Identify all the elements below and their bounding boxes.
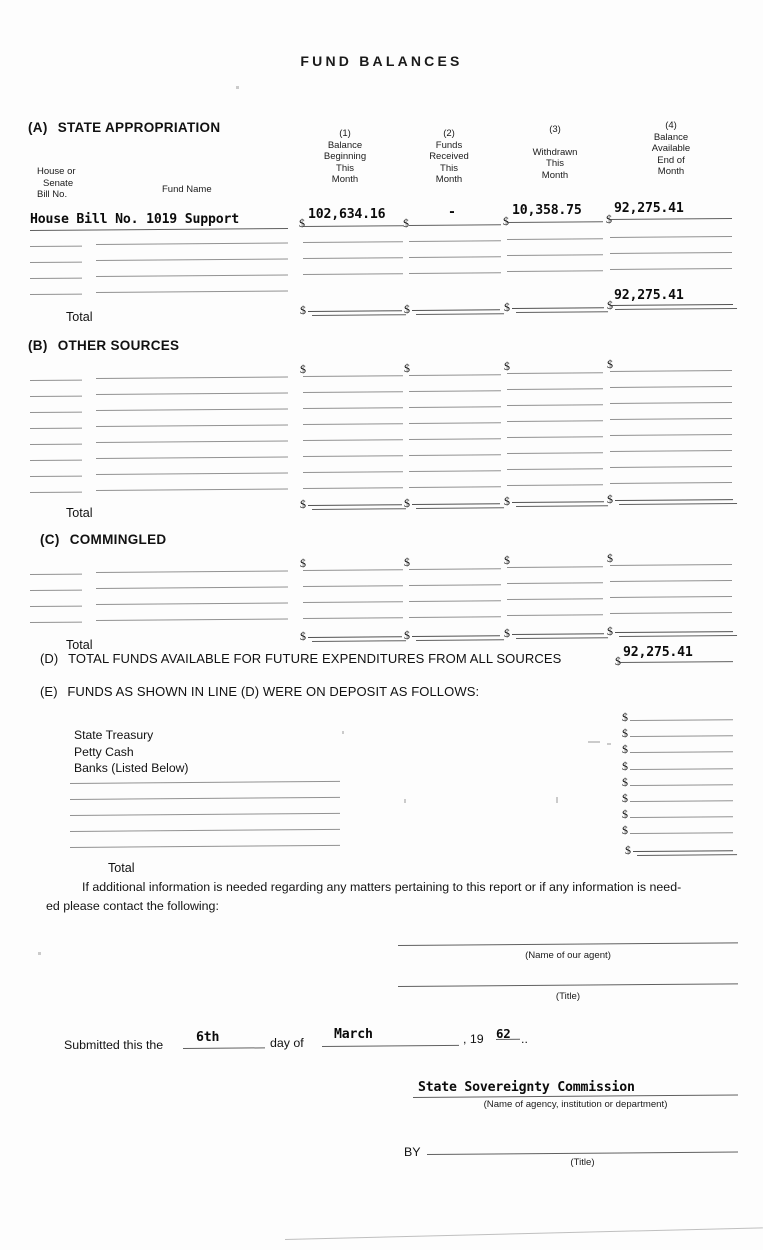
blank-row-rule	[507, 436, 603, 438]
day-rule[interactable]	[183, 1047, 265, 1049]
blank-row-rule	[409, 406, 501, 408]
dollar-sign: $	[404, 302, 410, 316]
dollar-sign: $	[300, 497, 306, 511]
dollar-sign: $	[504, 300, 510, 314]
blank-row-rule	[610, 252, 732, 254]
submitted-year-value: 62	[496, 1026, 511, 1041]
dollar-sign: $	[504, 494, 510, 508]
dollar-sign: $	[503, 214, 509, 228]
dollar-sign: $	[607, 551, 613, 565]
total-rule	[308, 310, 402, 312]
blank-row-rule	[30, 590, 82, 591]
row-rule	[30, 228, 288, 231]
blank-row-rule	[409, 272, 501, 274]
blank-row-rule	[507, 468, 603, 470]
scan-speck	[607, 743, 611, 745]
dollar-sign: $	[504, 626, 510, 640]
blank-row-rule	[507, 372, 603, 374]
blank-row-rule	[610, 450, 732, 452]
row-col4-value: 92,275.41	[614, 201, 684, 216]
submitted-month-value: March	[334, 1027, 373, 1042]
agent-title-caption: (Title)	[555, 991, 581, 1002]
section-d-heading	[40, 651, 561, 666]
blank-row-rule	[303, 585, 403, 587]
total-rule	[412, 635, 500, 637]
contact-paragraph	[46, 878, 736, 916]
deposit-label-petty-cash: Petty Cash	[74, 744, 134, 759]
blank-row-rule	[409, 256, 501, 258]
year-rule[interactable]	[496, 1039, 520, 1040]
blank-row-rule	[30, 444, 82, 445]
total-rule	[611, 304, 733, 306]
blank-row-rule	[610, 402, 732, 404]
total-rule	[308, 636, 402, 638]
blank-row-rule	[409, 470, 501, 472]
deposit-amount-rule[interactable]	[630, 833, 733, 835]
blank-row-rule	[30, 476, 82, 477]
by-label: BY	[404, 1145, 421, 1159]
blank-row-rule	[507, 388, 603, 390]
blank-row-rule	[30, 492, 82, 493]
deposit-amount-rule[interactable]	[630, 784, 733, 786]
total-rule	[615, 631, 733, 633]
scan-speck	[588, 741, 600, 743]
dollar-sign: $	[504, 359, 510, 373]
blank-row-rule	[409, 568, 501, 570]
scan-speck	[404, 799, 406, 803]
blank-row-rule	[96, 472, 288, 475]
total-rule	[512, 501, 604, 503]
blank-row-rule	[303, 569, 403, 571]
scan-speck	[556, 797, 558, 803]
total-rule	[512, 307, 604, 309]
section-c-total-label: Total	[66, 638, 93, 652]
dollar-sign: $	[622, 710, 628, 724]
agent-name-caption: (Name of our agent)	[525, 950, 611, 961]
deposit-amount-rule[interactable]	[630, 719, 733, 721]
blank-row-rule	[96, 440, 288, 443]
year-trailing-dots: ..	[521, 1032, 528, 1046]
column-1-caption: (1) Balance Beginning This Month	[323, 128, 367, 186]
section-d-rule	[619, 661, 733, 663]
blank-row-rule	[303, 617, 403, 619]
fund-name-value: House Bill No. 1019 Support	[30, 212, 239, 227]
scan-speck	[342, 731, 344, 734]
deposit-amount-rule[interactable]	[630, 768, 733, 770]
blank-row-rule	[96, 618, 288, 621]
blank-row-rule	[96, 274, 288, 277]
blank-row-rule	[303, 439, 403, 441]
dollar-sign: $	[404, 496, 410, 510]
blank-row-rule	[507, 452, 603, 454]
agent-name-rule[interactable]	[398, 942, 738, 946]
dollar-sign: $	[607, 624, 613, 638]
dollar-sign: $	[404, 555, 410, 569]
blank-row-rule	[303, 423, 403, 425]
bank-line-rule[interactable]	[70, 813, 340, 816]
dollar-sign: $	[622, 823, 628, 838]
section-a-total-col4: 92,275.41	[614, 288, 684, 303]
bank-line-rule[interactable]	[70, 829, 340, 832]
fund-name-caption: Fund Name	[162, 184, 212, 195]
deposit-label-banks: Banks (Listed Below)	[74, 761, 189, 775]
year-prefix-label: , 19	[463, 1032, 484, 1046]
row-rule	[303, 225, 403, 227]
row-col1-value: 102,634.16	[308, 207, 386, 222]
dollar-sign: $	[300, 303, 306, 317]
dollar-sign: $	[404, 361, 410, 375]
deposit-amount-rule[interactable]	[630, 816, 733, 818]
blank-row-rule	[507, 420, 603, 422]
blank-row-rule	[30, 622, 82, 623]
scan-speck	[236, 86, 239, 89]
dollar-sign: $	[622, 807, 628, 822]
blank-row-rule	[303, 487, 403, 489]
day-of-label: day of	[270, 1036, 304, 1050]
blank-row-rule	[96, 424, 288, 427]
deposit-amount-rule[interactable]	[630, 735, 733, 737]
column-3-caption: (3) Withdrawn This Month	[532, 124, 578, 181]
blank-row-rule	[30, 278, 82, 279]
blank-row-rule	[30, 460, 82, 461]
agent-title-rule[interactable]	[398, 983, 738, 987]
section-c-title: COMMINGLED	[69, 532, 167, 547]
blank-row-rule	[303, 375, 403, 377]
section-d-amount: 92,275.41	[623, 645, 693, 660]
by-title-caption: (Title)	[570, 1157, 595, 1168]
scan-artifact-line	[285, 1227, 763, 1240]
row-rule	[507, 221, 603, 223]
total-rule	[412, 503, 500, 505]
blank-row-rule	[507, 614, 603, 616]
dollar-sign: $	[300, 629, 306, 643]
blank-row-rule	[409, 600, 501, 602]
blank-row-rule	[96, 570, 288, 573]
section-e-title: FUNDS AS SHOWN IN LINE (D) WERE ON DEPOSIT AS FOLLOWS:	[67, 684, 480, 699]
blank-row-rule	[409, 486, 501, 488]
dollar-sign: $	[615, 654, 621, 668]
blank-row-rule	[409, 422, 501, 424]
month-rule[interactable]	[322, 1045, 459, 1047]
blank-row-rule	[610, 482, 732, 484]
blank-row-rule	[507, 238, 603, 240]
dollar-sign: $	[300, 556, 306, 570]
blank-row-rule	[96, 602, 288, 605]
blank-row-rule	[610, 386, 732, 388]
blank-row-rule	[610, 236, 732, 238]
blank-row-rule	[409, 584, 501, 586]
section-e-total-label: Total	[108, 861, 135, 875]
dollar-sign: $	[622, 726, 628, 741]
blank-row-rule	[507, 566, 603, 568]
section-a-total-label: Total	[66, 310, 93, 324]
section-e-heading	[40, 684, 479, 699]
blank-row-rule	[96, 586, 288, 589]
blank-row-rule	[610, 418, 732, 420]
blank-row-rule	[610, 564, 732, 566]
blank-row-rule	[610, 268, 732, 270]
dollar-sign: $	[403, 216, 409, 230]
blank-row-rule	[96, 488, 288, 491]
blank-row-rule	[96, 456, 288, 459]
blank-row-rule	[303, 407, 403, 409]
blank-row-rule	[303, 391, 403, 393]
blank-row-rule	[507, 404, 603, 406]
dollar-sign: $	[607, 357, 613, 371]
blank-row-rule	[96, 408, 288, 411]
section-d-title: TOTAL FUNDS AVAILABLE FOR FUTURE EXPENDITURES FROM ALL SOURCES	[68, 651, 562, 666]
total-rule	[308, 504, 402, 506]
section-e-letter: (E)	[40, 684, 58, 699]
by-signature-rule[interactable]	[427, 1152, 738, 1155]
section-a-letter: (A)	[28, 120, 48, 135]
total-rule	[615, 499, 733, 501]
section-b-title: OTHER SOURCES	[57, 338, 180, 353]
blank-row-rule	[303, 601, 403, 603]
deposit-labels	[74, 727, 188, 777]
dollar-sign: $	[607, 298, 613, 312]
column-2-caption: (2) Funds Received This Month	[429, 128, 469, 186]
blank-row-rule	[409, 616, 501, 618]
section-b-total-label: Total	[66, 506, 93, 520]
blank-row-rule	[507, 270, 603, 272]
contact-paragraph-line-1: If additional information is needed regarding any matters pertaining to this report or if any information is need-	[82, 880, 682, 894]
blank-row-rule	[30, 262, 82, 263]
blank-row-rule	[409, 454, 501, 456]
section-c-letter: (C)	[40, 532, 60, 547]
agency-name-caption: (Name of agency, institution or department)	[483, 1099, 668, 1110]
deposit-label-state-treasury: State Treasury	[74, 728, 154, 742]
dollar-sign: $	[504, 553, 510, 567]
blank-row-rule	[409, 438, 501, 440]
blank-row-rule	[507, 484, 603, 486]
blank-row-rule	[30, 396, 82, 397]
dollar-sign: $	[606, 212, 612, 226]
dollar-sign: $	[607, 492, 613, 506]
section-a-title: STATE APPROPRIATION	[57, 120, 221, 135]
section-b-letter: (B)	[28, 338, 48, 353]
submitted-day-value: 6th	[196, 1030, 220, 1045]
section-b-heading	[28, 338, 179, 353]
dollar-sign: $	[300, 362, 306, 376]
blank-row-rule	[409, 374, 501, 376]
dollar-sign: $	[622, 742, 628, 757]
blank-row-rule	[96, 242, 288, 245]
section-d-letter: (D)	[40, 651, 59, 666]
bank-line-rule[interactable]	[70, 781, 340, 784]
blank-row-rule	[96, 258, 288, 261]
deposit-amount-rule[interactable]	[630, 800, 733, 802]
row-col3-value: 10,358.75	[512, 203, 582, 218]
total-rule	[412, 309, 500, 311]
blank-row-rule	[30, 294, 82, 295]
section-c-heading	[40, 532, 166, 547]
blank-row-rule	[610, 466, 732, 468]
blank-row-rule	[96, 376, 288, 379]
deposit-amount-rule[interactable]	[630, 752, 733, 754]
blank-row-rule	[30, 574, 82, 575]
row-rule	[409, 224, 501, 226]
blank-row-rule	[409, 390, 501, 392]
bank-line-rule[interactable]	[70, 845, 340, 848]
agency-name-value: State Sovereignty Commission	[418, 1080, 635, 1095]
blank-row-rule	[610, 370, 732, 372]
dollar-sign: $	[622, 791, 628, 805]
bill-no-caption: House or Senate Bill No.	[37, 166, 76, 201]
dollar-sign: $	[622, 758, 628, 773]
dollar-sign: $	[299, 216, 305, 230]
dollar-sign: $	[622, 774, 628, 789]
blank-row-rule	[409, 240, 501, 242]
blank-row-rule	[30, 428, 82, 429]
blank-row-rule	[610, 434, 732, 436]
blank-row-rule	[507, 598, 603, 600]
blank-row-rule	[303, 241, 403, 243]
blank-row-rule	[30, 412, 82, 413]
page-title: FUND BALANCES	[300, 53, 463, 69]
dollar-sign: $	[625, 843, 631, 857]
row-rule	[610, 218, 732, 220]
row-col2-value: -	[448, 205, 456, 220]
section-e-total-rule	[633, 850, 733, 852]
blank-row-rule	[507, 254, 603, 256]
submitted-prefix: Submitted this the	[64, 1038, 164, 1052]
bank-line-rule[interactable]	[70, 797, 340, 800]
blank-row-rule	[303, 257, 403, 259]
total-rule	[512, 633, 604, 635]
blank-row-rule	[303, 471, 403, 473]
blank-row-rule	[30, 380, 82, 381]
contact-paragraph-line-2: ed please contact the following:	[46, 899, 219, 913]
blank-row-rule	[30, 246, 82, 247]
blank-row-rule	[610, 612, 732, 614]
section-a-heading	[28, 120, 220, 135]
blank-row-rule	[610, 596, 732, 598]
column-4-caption: (4) Balance Available End of Month	[651, 120, 691, 178]
scan-speck	[38, 952, 41, 955]
blank-row-rule	[610, 580, 732, 582]
blank-row-rule	[30, 606, 82, 607]
blank-row-rule	[96, 392, 288, 395]
blank-row-rule	[303, 455, 403, 457]
dollar-sign: $	[404, 628, 410, 642]
blank-row-rule	[507, 582, 603, 584]
blank-row-rule	[303, 273, 403, 275]
blank-row-rule	[96, 290, 288, 293]
